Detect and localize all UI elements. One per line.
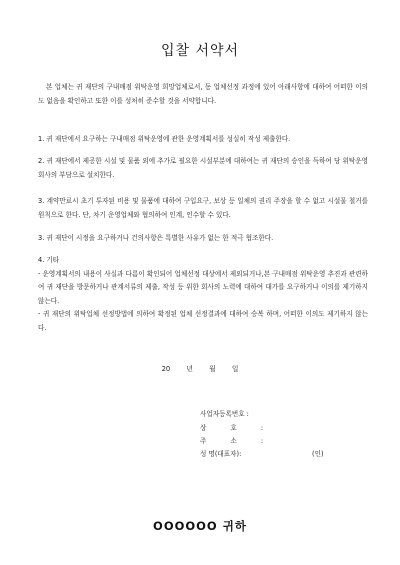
pledge-item-2: 2. 귀 재단에서 제공한 시설 및 물품 외에 추가로 필요한 시설부분에 대하여는 귀 재단의 승인을 득하여 당 위탁운영회사의 부담으로 설치한다. — [38, 157, 368, 179]
address-label: 주 소 : — [200, 437, 264, 445]
date-line: 20 년 월 일 — [161, 365, 239, 373]
seal-mark: (인) — [312, 450, 324, 458]
company-name-label: 상 호 : — [200, 424, 264, 432]
document-title: 입찰 서약서 — [160, 43, 240, 59]
representative-name-label: 성 명(대표자): — [200, 450, 242, 458]
pledge-item-4: 3. 귀 재단이 시정을 요구하거나 건의사항은 특별한 사유가 없는 한 적극 협조한다. — [38, 234, 274, 242]
intro-paragraph: 본 업체는 귀 재단의 구내매점 위탁운영 희망업체로서, 동 업체선정 과정에 있어 아래사항에 대하여 어떠한 이의도 없음을 확인하고 또한 이를 성처히 준수할 것을 서약합니다. — [38, 83, 368, 105]
pledge-item-other: 4. 기타 - 운영계획서의 내용이 사실과 다름이 확인되어 업체선정 대상에서 제외되거나,본 구내매점 위탁운영 추진과 관련하여 귀 재단을 방문하거나 관계서류의 제출, 작성 등 위한 회사의 노력에 대하여 대가를 요구하거나 이의를 제기하지 않는다. - 귀 재단의 위탁업체 선정방법에 의하여 확정된 업체 선정결과에 대하여 승복 하며, 어떠한 이의도 제기하지 않는다. — [38, 256, 368, 332]
recipient-line: OOOOOO 귀하 — [153, 519, 247, 533]
business-registration-number-label: 사업자등록번호 : — [200, 410, 249, 418]
pledge-item-3: 3. 계약만료시 초기 투자된 비용 및 물품에 대하여 구입요구, 보상 등 일체의 권리 주장을 할 수 없고 시설물 철거를 원칙으로 한다. 단, 차기 운영업체와 협의하여 인계, 인수할 수 있다. — [38, 197, 368, 219]
pledge-item-1: 1. 귀 재단에서 요구하는 구내매점 위탁운영에 관한 운영계획서를 성실히 작성 제출한다. — [38, 135, 291, 143]
